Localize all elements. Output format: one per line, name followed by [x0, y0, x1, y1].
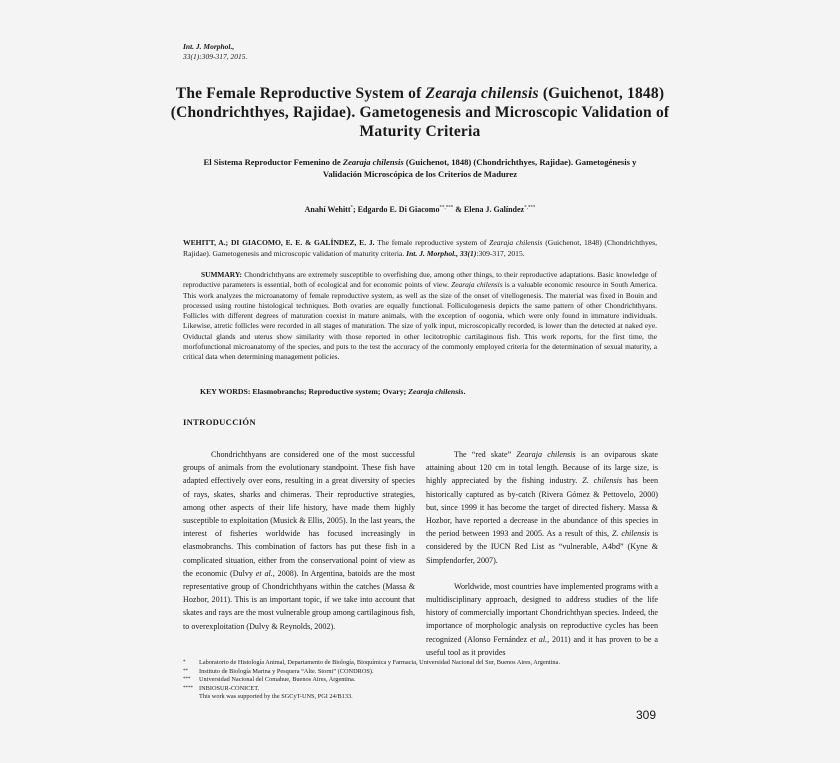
paragraph [183, 448, 415, 633]
paragraph-species: Zearaja chilensis [516, 450, 576, 459]
footnote [183, 685, 657, 694]
abstract-text-2: is a valuable economic resource in South America. This work analyzes the microanatomy of female reproductive system, as well as the size of the onset of vitellogenesis. The material was fixed in Bouin and processed using routine histological techniques. Both ovaries are equally functional. Folliculogenesis depicts the same pattern of other Chondrichthyans. Follicles with different degrees of maturation coexist in mature animals, with the exception of oogonia, which were only found in immature individuals. Likewise, atretic follicles were recorded in all stages of maturation. The size of yolk input, microscopically recorded, is lower than the detected at naked eye. Oviductal glands and uterus show similarity with those reported in other lecitotrophic cartilaginous fish. This work reports, for the first time, the morfofunctional microanatomy of the species, and puts to the test the accuracy of the commonly employed criteria for the determination of sexual maturity, a critical data when determining management policies. [183, 280, 657, 362]
citation-journal: Int. J. Morphol., 33(1) [406, 248, 477, 258]
author-2: ; Edgardo E. Di Giacomo [353, 205, 440, 214]
column-right [426, 448, 658, 659]
footnote-mark: *** [183, 677, 191, 683]
citation-pages: :309-317, 2015. [476, 248, 525, 258]
title-text-end: (Guichenot, 1848) (Chondrichthyes, Rajidae). Gametogenesis and Microscopic Validation of Maturity Criteria [170, 85, 670, 140]
citation-text-2: (Guichenot, 1848) (Chondrichthyes, Rajidae). Gametogenesis and microscopic validation of maturity criteria. [183, 238, 657, 258]
paragraph-text-2: , 2011) and it has proven to be a useful tool as it provides [426, 634, 658, 657]
paragraph-text: Chondrichthyans are considered one of the most successful groups of animals from the evolutionary standpoint. These fish have adapted effectively over eons, resulting in a great diversity of species of rays, skates, sharks and chimeras. Their reproductive strategies, among other aspects of their life history, have made them highly susceptible to exploitation (Musick & Ellis, 2005). In the last years, the interest of fisheries worldwide has focused increasingly in elasmobranchs. This combination of factors has put these fish in a complicated situation, either from the conservational point of view as the economic (Dulvy [183, 450, 415, 578]
citation-text: The female reproductive system of [374, 238, 490, 247]
author-1-affil: * [350, 205, 354, 211]
citation-species: Zearaja chilensis [489, 238, 543, 247]
abstract [183, 270, 657, 363]
column-left [183, 448, 415, 633]
footnote-mark: **** [183, 685, 193, 691]
paragraph-etal: et al. [255, 568, 273, 578]
keywords-label: KEY WORDS: [200, 387, 251, 396]
keywords-species: Zearaja chilensis [408, 387, 464, 396]
footnote [183, 676, 657, 685]
footnote-text: Universidad Nacional del Comahue, Buenos Aires, Argentina. [199, 676, 356, 684]
funding-note: This work was supported by the SGCyT-UNS, PGI 24/B133. [199, 693, 353, 701]
paragraph-species-2: Z. chilensis [582, 476, 623, 486]
paragraph-text: The “red skate” [454, 450, 517, 459]
citation-block [183, 238, 657, 259]
author-3: & Elena J. Galíndez [453, 205, 525, 214]
page-number: 309 [636, 708, 657, 722]
paragraph-etal: et al. [530, 634, 548, 644]
paragraph-text-2: , 2008). In Argentina, batoids are the most representative group of Chondrichthyans within the catches (Massa & Hozbor, 2011). This is an important topic, if we take into account that skates and rays are the most vulnerable group among cartilaginous fish, to overexploitation (Dulvy & Reynolds, 2002). [183, 568, 415, 631]
abstract-species: Zearaja chilensis [451, 280, 503, 290]
footnote-mark: * [183, 660, 186, 665]
journal-header [183, 42, 247, 62]
spanish-title-text: El Sistema Reproductor Femenino de [203, 157, 343, 167]
citation-authors: WEHITT, A.; DI GIACOMO, E. E. & GALÍNDEZ, E. J. [183, 238, 375, 247]
paragraph-species-3: Z. chilensis [611, 529, 650, 539]
title-text: The Female Reproductive System of [175, 85, 426, 102]
spanish-title-species: Zearaja chilensis [342, 157, 404, 167]
journal-citation: 33(1):309-317, 2015. [183, 52, 248, 61]
footnote-mark: ** [183, 668, 188, 674]
paragraph-text-4: is considered by the IUCN Red List as “vulnerable, A4bd” (Kyne & Simpfendorfer, 2007). [426, 529, 658, 565]
footnote [183, 659, 657, 668]
title-species: Zearaja chilensis [425, 85, 539, 102]
paragraph-text-2: is an oviparous skate attaining about 120 cm in total length. Because of its large size, is highly appreciated by the fishing industry. [426, 450, 658, 486]
paper-title [170, 84, 670, 141]
footnotes [183, 659, 657, 702]
author-1: Anahí Wehitt [304, 205, 351, 214]
author-3-affil: *,*** [524, 205, 536, 211]
footnote-text: INBIOSUR-CONICET. [199, 684, 260, 692]
spanish-title-text-end: (Guichenot, 1848) (Chondrichthyes, Rajidae). Gametogénesis y Validación Microscópica de los Criterios de Madurez [322, 157, 637, 179]
keywords-text: Elasmobranchs; Reproductive system; Ovary; [250, 387, 409, 396]
abstract-text: Chondrichthyans are extremely susceptible to overfishing due, among other things, to their reproductive adaptations. Basic knowledge of reproductive parameters is essential, both of ecological and for economic points of view. [183, 270, 657, 290]
author-2-affil: **,*** [439, 205, 454, 211]
keywords [200, 387, 660, 396]
paragraph-text: Worldwide, most countries have implemented programs with a multidisciplinary approach, designed to address studies of the life history of commercially important Chondrichthyan species. Indeed, the importance of morphologic analysis on reproductive cycles has been recognized (Alonso Fernández [426, 581, 658, 644]
spanish-title [195, 156, 645, 180]
footnote-text: Instituto de Biología Marina y Pesquera “Alte. Storni” (CONDROS). [199, 667, 374, 675]
paragraph [426, 580, 658, 659]
section-heading: INTRODUCCIÓN [183, 417, 256, 427]
paragraph-text-3: has been historically captured as by-catch (Rivera Gómez & Pettovelo, 2000) but, since 1999 it has become the target of directed fishery. Massa & Hozbor, have reported a decrease in the abundance of this species in the period between 1993 and 2005. As a result of this, [426, 476, 658, 539]
journal-name: Int. J. Morphol., [183, 42, 235, 51]
abstract-label: SUMMARY: [201, 270, 242, 279]
author-line [200, 205, 640, 214]
paragraph [426, 448, 658, 567]
footnote-text: Laboratorio de Histología Animal, Departamento de Biología, Bioquímica y Farmacia, Universidad Nacional del Sur, Buenos Aires, Argentina. [199, 659, 560, 666]
keywords-end: . [463, 387, 466, 396]
footnote [183, 668, 657, 677]
